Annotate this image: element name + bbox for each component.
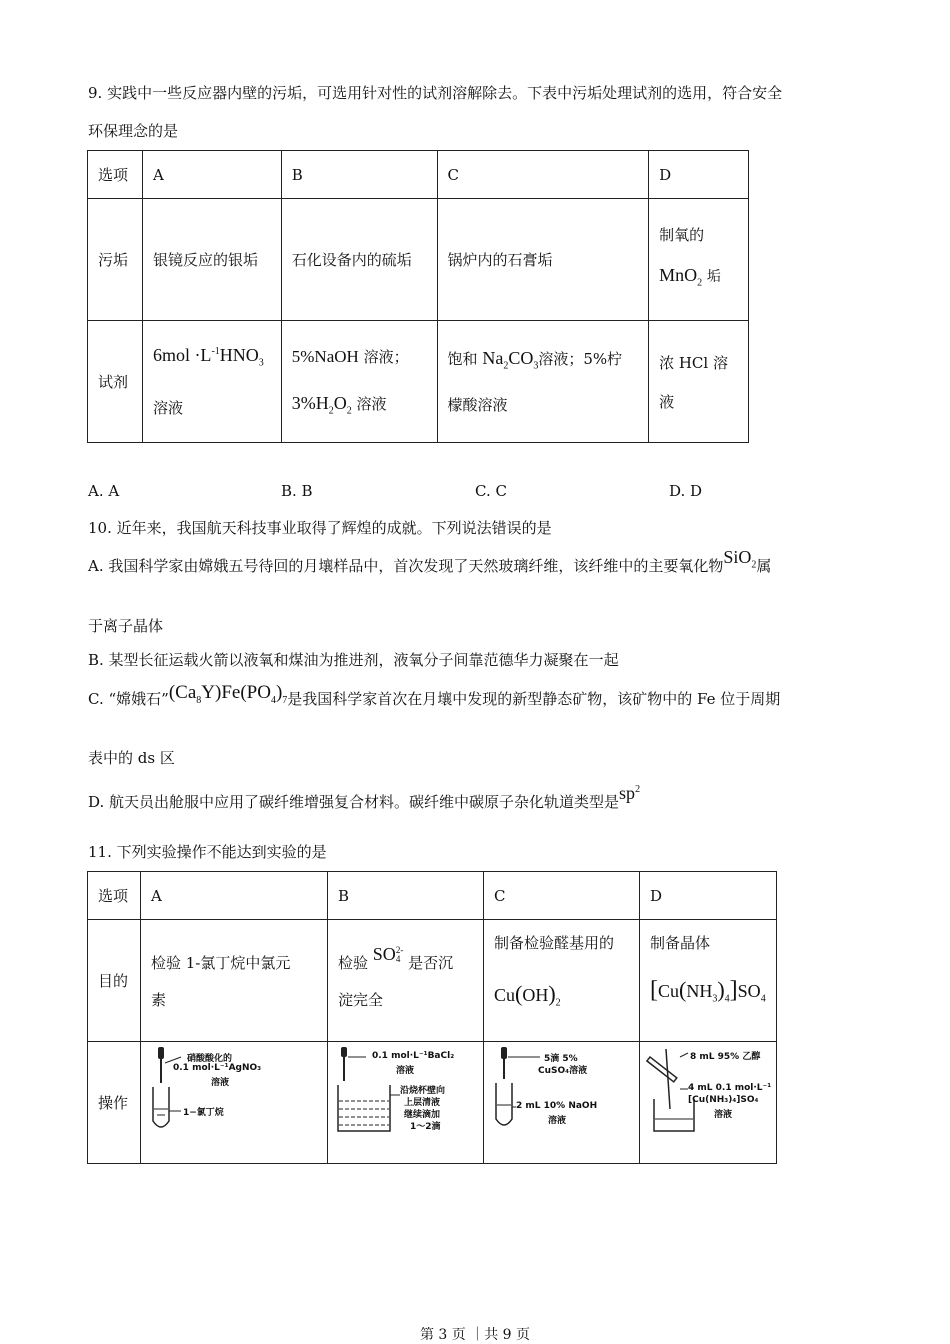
fig-c-label3: 2 mL 10% NaOH bbox=[516, 1100, 598, 1111]
q11-op-label: 操作 bbox=[88, 1042, 141, 1164]
formula-na2co3: $Na_2CO_3$ bbox=[482, 348, 539, 372]
q9-dirt-d bbox=[649, 199, 749, 321]
q9-reagent-b-text2: 溶液 bbox=[356, 395, 387, 414]
beaker bbox=[338, 1085, 390, 1131]
q11-purpose-b bbox=[328, 920, 484, 1042]
q9-option-a[interactable]: A. A bbox=[88, 482, 120, 500]
q9-reagent-d-line2: 液 bbox=[659, 392, 675, 411]
page-footer: 第 3 页 ｜共 9 页 bbox=[419, 1327, 531, 1343]
fig-b-label1: 0.1 mol·L⁻¹BaCl₂ bbox=[372, 1050, 455, 1061]
test-tube bbox=[153, 1087, 169, 1127]
q11-op-d bbox=[640, 1042, 777, 1164]
q11-header-d: D bbox=[640, 872, 777, 920]
q11-header-b: B bbox=[328, 872, 484, 920]
fig-c-label2: CuSO₄溶液 bbox=[538, 1065, 588, 1076]
q11-purpose-label: 目的 bbox=[88, 920, 141, 1042]
q9-reagent-b-line2 bbox=[292, 393, 427, 417]
q9-header-d: D bbox=[649, 151, 749, 199]
q9-reagent-b bbox=[281, 321, 437, 443]
q11-op-c bbox=[484, 1042, 640, 1164]
fig-a-label1: 硝酸酸化的 bbox=[187, 1053, 233, 1064]
formula-h2o2: $3\%H_2O_2$ bbox=[291, 393, 352, 417]
fig-d-label3: [Cu(NH₃)₄]SO₄ bbox=[688, 1094, 759, 1105]
q9-reagent-b-text1: 溶液； bbox=[363, 348, 409, 367]
fig-d-label4: 溶液 bbox=[714, 1109, 733, 1120]
formula-sp2: $sp^2$ bbox=[619, 783, 641, 803]
dropper-bulb bbox=[341, 1047, 347, 1057]
formula-naoh: 5%NaOH bbox=[291, 347, 359, 367]
q9-reagent-a bbox=[142, 321, 281, 443]
q9-reagent-d bbox=[649, 321, 749, 443]
q11-purpose-d bbox=[640, 920, 777, 1042]
q9-dirt-d-suffix: 垢 bbox=[706, 269, 721, 286]
q11-purpose-b-text1: 检验 bbox=[338, 953, 369, 972]
q11-purpose-d-line1: 制备晶体 bbox=[650, 934, 711, 952]
q10-option-c-line2: 表中的 ds 区 bbox=[88, 749, 175, 767]
q9-header-c: C bbox=[437, 151, 649, 199]
q11-purpose-b-line2: 淀完全 bbox=[338, 990, 384, 1009]
dropper-tube bbox=[160, 1059, 162, 1083]
q11-stem: 11. 下列实验操作不能达到实验的是 bbox=[88, 843, 327, 861]
q9-header-b: B bbox=[281, 151, 437, 199]
q11-purpose-b-line1 bbox=[338, 943, 473, 973]
fig-a-label3: 溶液 bbox=[211, 1077, 230, 1088]
q10-option-a-line1 bbox=[88, 547, 772, 579]
q10-option-a-suffix: 属 bbox=[756, 557, 772, 575]
fig-a-label4: 1−氯丁烷 bbox=[183, 1107, 224, 1118]
formula-mno2: MnO$_2$ bbox=[659, 265, 703, 289]
formula-cuoh2: $Cu(OH)_2$ bbox=[494, 981, 561, 1009]
formula-sio2: SiO$_2$ bbox=[723, 547, 757, 571]
formula-cu-ammine-sulfate: $[Cu(NH_3)_4]SO_4$ bbox=[650, 977, 766, 1005]
q9-dirt-d-line2 bbox=[659, 262, 738, 297]
q9-reagent-c-line2: 檬酸溶液 bbox=[447, 395, 508, 414]
q10-option-d-text: D. 航天员出舱服中应用了碳纤维增强复合材料。碳纤维中碳原子杂化轨道类型是 bbox=[88, 793, 620, 811]
q10-option-c-text2: 是我国科学家首次在月壤中发现的新型静态矿物，该矿物中的 Fe 位于周期 bbox=[287, 690, 781, 708]
q11-purpose-c-line1: 制备检验醛基用的 bbox=[494, 934, 615, 952]
q10-stem: 10. 近年来，我国航天科技事业取得了辉煌的成就。下列说法错误的是 bbox=[88, 519, 552, 537]
q11-purpose-c bbox=[484, 920, 640, 1042]
q11-purpose-b-text2: 是否沉 bbox=[408, 953, 454, 972]
q9-dirt-b: 石化设备内的硫垢 bbox=[281, 199, 437, 321]
q9-header-a: A bbox=[142, 151, 281, 199]
q9-reagent-b-line1 bbox=[292, 346, 427, 367]
q11-header-c: C bbox=[484, 872, 640, 920]
fig-a-label2: 0.1 mol·L⁻¹AgNO₃ bbox=[173, 1062, 262, 1073]
q11-header-a: A bbox=[141, 872, 328, 920]
pipette bbox=[647, 1057, 677, 1082]
q11-purpose-a bbox=[141, 920, 328, 1042]
q10-option-c-line1 bbox=[88, 682, 781, 712]
q11-op-a bbox=[141, 1042, 328, 1164]
fig-c-label1: 5滴 5% bbox=[544, 1053, 578, 1064]
fig-c-label4: 溶液 bbox=[548, 1115, 567, 1126]
q10-option-a-text: A. 我国科学家由嫦娥五号待回的月壤样品中，首次发现了天然玻璃纤维，该纤维中的主要氧化物 bbox=[88, 557, 724, 575]
q9-dirt-c: 锅炉内的石膏垢 bbox=[437, 199, 649, 321]
dropper-tube bbox=[503, 1059, 505, 1079]
fig-d-label2: 4 mL 0.1 mol·L⁻¹ bbox=[688, 1082, 772, 1093]
q9-reagent-label: 试剂 bbox=[88, 321, 143, 443]
q11-purpose-a-line2: 素 bbox=[151, 990, 167, 1009]
q9-option-d[interactable]: D. D bbox=[669, 482, 703, 500]
test-tube bbox=[496, 1083, 512, 1125]
dropper-tube bbox=[343, 1057, 345, 1081]
q9-reagent-c-text2: 溶液；5%柠 bbox=[538, 350, 623, 369]
dropper-bulb bbox=[158, 1047, 164, 1059]
q11-op-b bbox=[328, 1042, 484, 1164]
formula-hno3: $6mol \cdot L^{-1}HNO_3$ bbox=[152, 345, 264, 369]
fig-b-label2: 溶液 bbox=[396, 1065, 415, 1076]
q9-table bbox=[87, 150, 749, 443]
formula-sulfate: SO 2- 4 bbox=[372, 943, 404, 965]
fig-b-label3: 沿烧杯壁向 bbox=[400, 1085, 446, 1096]
formula-chang-e-stone: $(Ca_8Y)Fe(PO_4)_7$ bbox=[168, 682, 288, 706]
q9-reagent-d-line1: 浓 HCl 溶 bbox=[659, 353, 728, 372]
q9-stem-line2: 环保理念的是 bbox=[88, 122, 179, 140]
fig-b-label4: 上层清液 bbox=[404, 1097, 441, 1108]
q10-option-a-line2: 于离子晶体 bbox=[88, 617, 164, 635]
q9-option-b[interactable]: B. B bbox=[281, 482, 313, 500]
q10-option-d bbox=[88, 783, 641, 812]
fig-a-apparatus bbox=[141, 1043, 327, 1163]
q9-reagent-c-line1 bbox=[448, 348, 639, 372]
fig-b-label6: 1～2滴 bbox=[410, 1121, 441, 1132]
q11-purpose-a-line1: 检验 1-氯丁烷中氯元 bbox=[151, 953, 291, 972]
q10-option-c-text1: C. “嫦娥石” bbox=[88, 690, 169, 708]
q10-option-b: B. 某型长征运载火箭以液氧和煤油为推进剂，液氧分子间靠范德华力凝聚在一起 bbox=[88, 651, 619, 669]
q9-reagent-c bbox=[437, 321, 649, 443]
q9-reagent-c-text1: 饱和 bbox=[447, 350, 478, 369]
q9-header-option: 选项 bbox=[88, 151, 143, 199]
q9-reagent-a-line2: 溶液 bbox=[152, 398, 183, 417]
q11-table bbox=[87, 871, 777, 1164]
q9-dirt-label: 污垢 bbox=[88, 199, 143, 321]
q9-option-c[interactable]: C. C bbox=[475, 482, 507, 500]
q9-dirt-d-line1: 制氧的 bbox=[659, 226, 705, 245]
dropper-bulb bbox=[501, 1047, 507, 1059]
q9-stem-line1: 9. 实践中一些反应器内壁的污垢，可选用针对性的试剂溶解除去。下表中污垢处理试剂的选用，符合安全 bbox=[88, 84, 783, 102]
fig-d-label1: 8 mL 95% 乙醇 bbox=[690, 1051, 761, 1062]
q9-dirt-a: 银镜反应的银垢 bbox=[142, 199, 281, 321]
fig-b-label5: 继续滴加 bbox=[404, 1109, 441, 1120]
q11-header-option: 选项 bbox=[88, 872, 141, 920]
